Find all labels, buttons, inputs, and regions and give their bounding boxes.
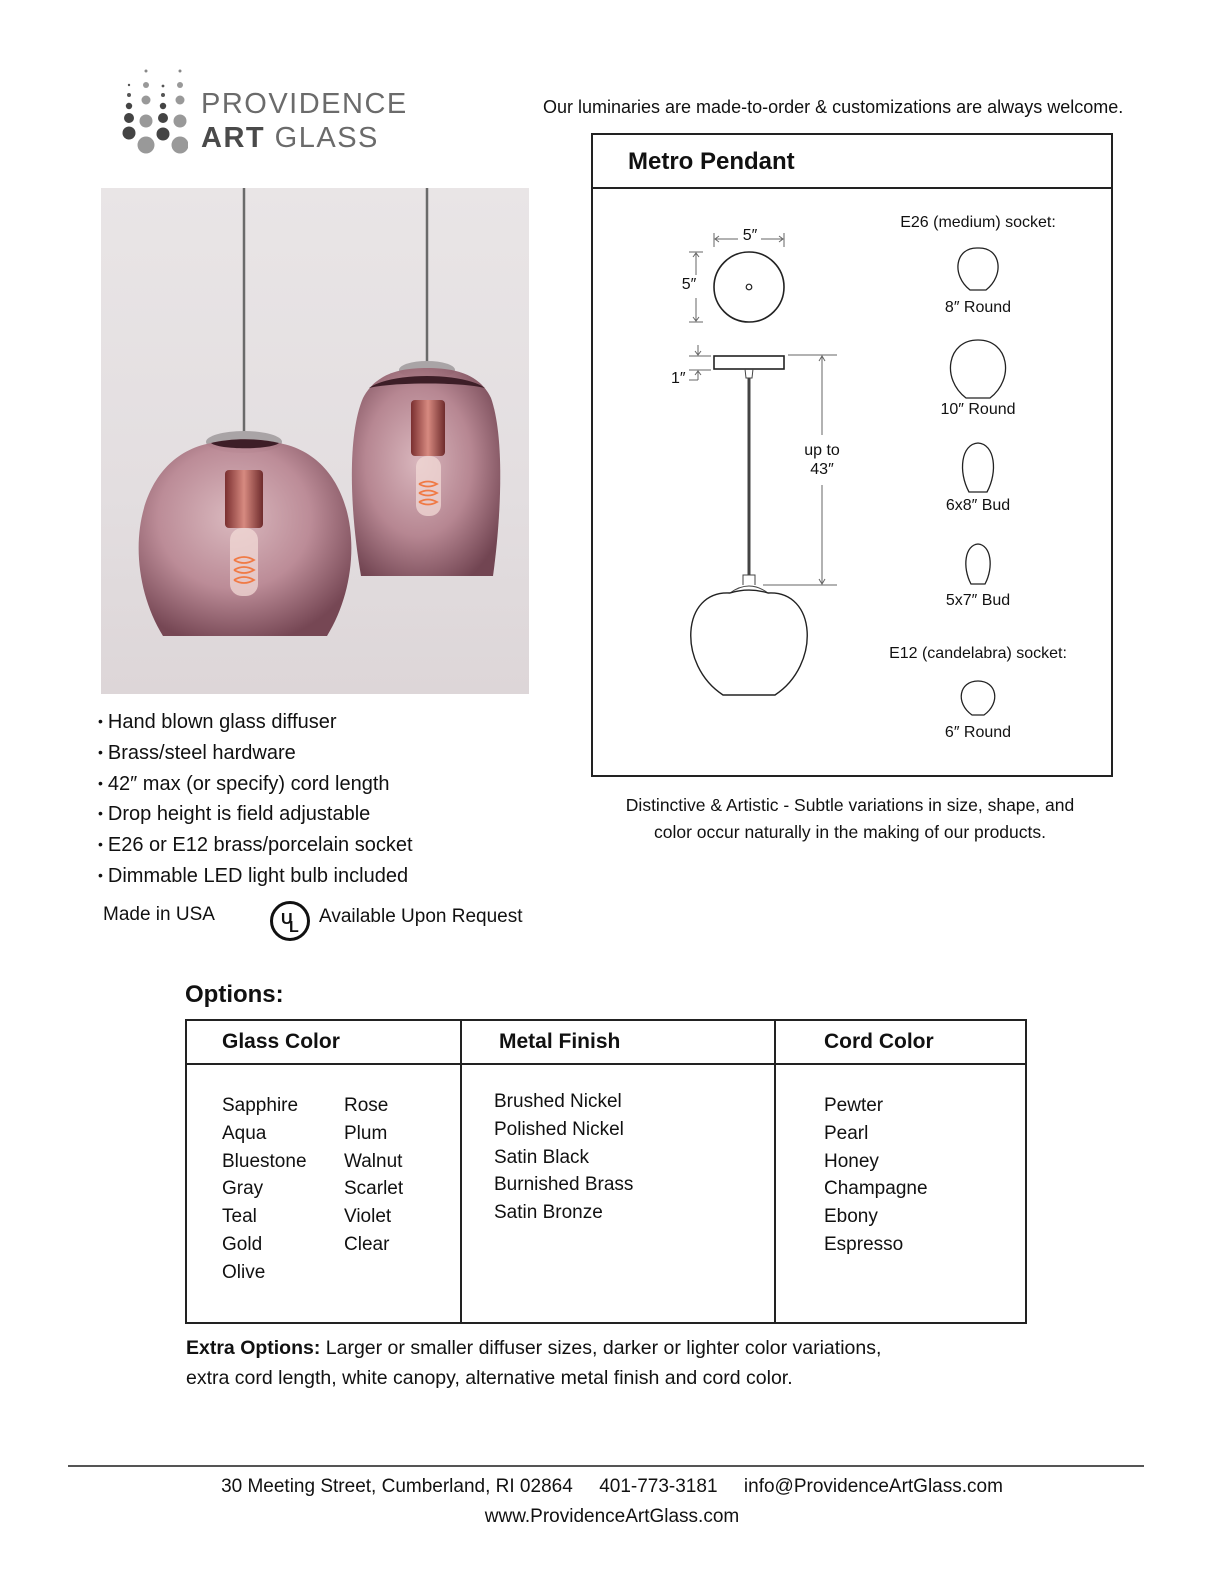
shape-label: 5x7″ Bud — [945, 592, 1011, 609]
feature-list — [98, 708, 413, 893]
extra-options-line2: extra cord length, white canopy, alternative metal finish and cord color. — [186, 1367, 793, 1389]
feature-item: • Drop height is field adjustable — [98, 800, 413, 831]
product-photo — [101, 188, 529, 694]
feature-item: • Hand blown glass diffuser — [98, 708, 413, 739]
footer-phone[interactable]: 401-773-3181 — [599, 1476, 718, 1497]
drop-length-label — [804, 441, 840, 479]
shape-label: 10″ Round — [940, 401, 1016, 418]
option-item: Plum — [344, 1122, 388, 1144]
footer-contact — [0, 1476, 1224, 1498]
brand-name-line1: PROVIDENCE — [201, 88, 408, 120]
extra-options-label: Extra Options: — [186, 1337, 321, 1359]
shape-label: 6x8″ Bud — [945, 497, 1011, 514]
shape-label: 8″ Round — [944, 299, 1012, 316]
drop-line1: up to — [804, 442, 840, 459]
option-item: Gold — [222, 1233, 263, 1255]
option-item: Violet — [344, 1206, 392, 1228]
option-item: Espresso — [824, 1233, 904, 1255]
option-item: Scarlet — [344, 1178, 404, 1200]
feature-item: • Dimmable LED light bulb included — [98, 862, 413, 893]
column-divider — [460, 1021, 462, 1322]
feature-item: • E26 or E12 brass/porcelain socket — [98, 831, 413, 862]
spec-panel — [591, 133, 1113, 777]
option-item: Walnut — [344, 1150, 403, 1172]
option-item: Satin Bronze — [494, 1202, 603, 1224]
extra-options — [186, 1333, 966, 1393]
option-item: Polished Nickel — [494, 1118, 624, 1140]
metal-finish-list — [494, 1088, 633, 1227]
pendant-photo-illustration — [101, 188, 529, 694]
variation-note — [600, 792, 1100, 846]
canopy-width-label: 5″ — [742, 227, 758, 244]
option-item: Sapphire — [222, 1095, 299, 1116]
note-line2: color occur naturally in the making of our products. — [654, 822, 1046, 842]
footer-divider — [68, 1465, 1144, 1467]
option-item: Satin Black — [494, 1146, 590, 1168]
ul-listed-icon — [269, 900, 311, 942]
brand-art: ART — [201, 122, 266, 154]
drop-line2: 43″ — [810, 461, 834, 478]
glass-color-list-1 — [222, 1092, 307, 1287]
option-item: Aqua — [222, 1122, 267, 1144]
feature-item: • 42″ max (or specify) cord length — [98, 770, 413, 801]
option-item: Olive — [222, 1261, 266, 1283]
globe-outline — [691, 590, 807, 695]
canopy-height-label: 1″ — [671, 370, 686, 387]
option-item: Clear — [344, 1233, 390, 1255]
made-in-usa: Made in USA — [103, 904, 215, 925]
feature-item: • Brass/steel hardware — [98, 739, 413, 770]
e12-socket-label: E12 (candelabra) socket: — [889, 645, 1067, 662]
cord-color-list — [824, 1092, 928, 1259]
shape-5x7-bud-icon — [966, 544, 990, 584]
option-item: Teal — [222, 1206, 257, 1228]
shape-6x8-bud-icon — [963, 443, 994, 492]
column-divider — [774, 1021, 776, 1322]
option-item: Rose — [344, 1095, 389, 1116]
shape-8-round-icon — [958, 248, 998, 290]
option-item: Gray — [222, 1178, 264, 1200]
brand-name-line2 — [201, 122, 379, 155]
option-item: Pewter — [824, 1095, 884, 1116]
product-title: Metro Pendant — [628, 148, 795, 175]
options-table — [185, 1019, 1027, 1324]
brand-logo — [108, 64, 408, 159]
e26-socket-label: E26 (medium) socket: — [900, 214, 1056, 231]
ul-availability: Available Upon Request — [319, 906, 523, 927]
canopy-side-view — [714, 356, 784, 369]
footer-email[interactable]: info@ProvidenceArtGlass.com — [743, 1476, 1003, 1497]
canopy-depth-label: 5″ — [681, 276, 697, 293]
option-item: Pearl — [824, 1122, 869, 1144]
option-item: Burnished Brass — [494, 1174, 634, 1196]
glass-color-header: Glass Color — [222, 1030, 340, 1053]
shape-6-round-icon — [961, 681, 995, 715]
metal-finish-header: Metal Finish — [499, 1030, 621, 1053]
option-item: Honey — [824, 1150, 879, 1172]
logo-dots-icon — [108, 64, 188, 159]
option-item: Ebony — [824, 1206, 878, 1228]
extra-options-line1: Larger or smaller diffuser sizes, darker or lighter color variations, — [320, 1337, 882, 1359]
option-item: Brushed Nickel — [494, 1091, 622, 1112]
footer-address: 30 Meeting Street, Cumberland, RI 02864 — [221, 1476, 573, 1497]
footer-website[interactable]: www.ProvidenceArtGlass.com — [484, 1506, 740, 1527]
shape-10-round-icon — [950, 340, 1005, 398]
glass-color-list-2 — [344, 1092, 403, 1259]
option-item: Champagne — [824, 1178, 928, 1200]
tagline: Our luminaries are made-to-order & customizations are always welcome. — [543, 97, 1124, 117]
cord-color-header: Cord Color — [824, 1030, 934, 1053]
svg-text:U: U — [281, 911, 293, 928]
option-item: Bluestone — [222, 1150, 307, 1172]
brand-glass: GLASS — [274, 122, 379, 154]
shape-label: 6″ Round — [944, 724, 1012, 741]
options-title: Options: — [185, 981, 284, 1008]
note-line1: Distinctive & Artistic - Subtle variations in size, shape, and — [625, 795, 1075, 815]
canopy-top-view — [714, 252, 784, 322]
svg-text:L: L — [289, 919, 299, 936]
